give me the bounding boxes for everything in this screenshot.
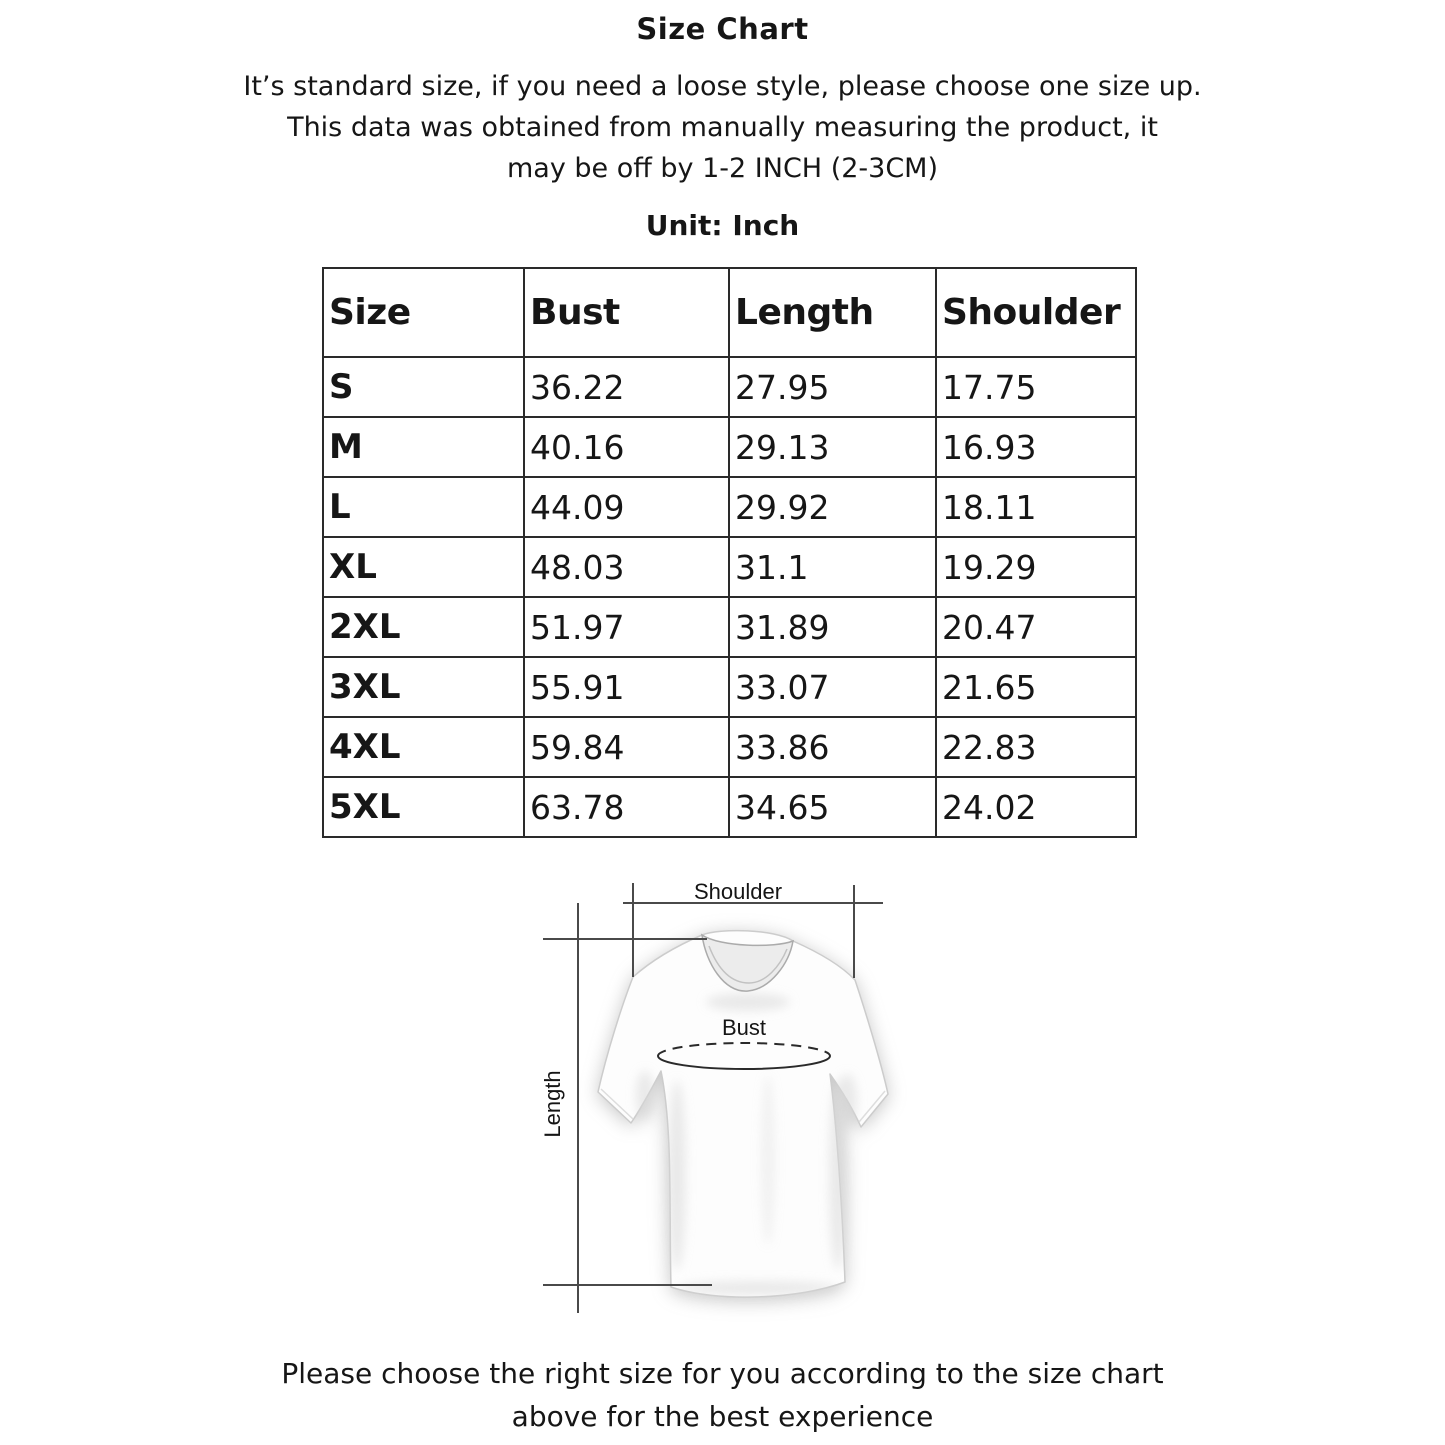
length-label: Length	[540, 1070, 565, 1138]
footer-line-1: Please choose the right size for you according to the size chart	[281, 1357, 1164, 1390]
bust-cell: 63.78	[524, 777, 729, 837]
length-cell: 34.65	[729, 777, 936, 837]
length-cell: 33.86	[729, 717, 936, 777]
length-cell: 33.07	[729, 657, 936, 717]
intro-line-3: may be off by 1-2 INCH (2-3CM)	[506, 153, 939, 184]
size-table	[322, 267, 1137, 838]
shoulder-label: Shoulder	[693, 879, 783, 904]
size-cell: L	[323, 477, 524, 537]
shoulder-cell: 24.02	[936, 777, 1136, 837]
size-cell: S	[323, 357, 524, 417]
size-cell: M	[323, 417, 524, 477]
size-cell: 4XL	[323, 717, 524, 777]
bust-cell: 44.09	[524, 477, 729, 537]
length-cell: 29.13	[729, 417, 936, 477]
size-cell: XL	[323, 537, 524, 597]
bust-cell: 40.16	[524, 417, 729, 477]
shoulder-cell: 22.83	[936, 717, 1136, 777]
table-row	[323, 777, 1136, 837]
shoulder-cell: 18.11	[936, 477, 1136, 537]
length-cell: 31.1	[729, 537, 936, 597]
tshirt-image	[598, 931, 888, 1297]
bust-cell: 36.22	[524, 357, 729, 417]
bust-cell: 48.03	[524, 537, 729, 597]
size-cell: 2XL	[323, 597, 524, 657]
shoulder-cell: 16.93	[936, 417, 1136, 477]
intro-line-2: This data was obtained from manually measuring the product, it	[287, 112, 1158, 143]
bust-cell: 51.97	[524, 597, 729, 657]
col-header-length: Length	[729, 268, 936, 357]
col-header-bust: Bust	[524, 268, 729, 357]
footer-line-2: above for the best experience	[511, 1400, 934, 1433]
shoulder-cell: 17.75	[936, 357, 1136, 417]
unit-label: Unit: Inch	[645, 209, 800, 242]
shoulder-cell: 21.65	[936, 657, 1136, 717]
table-header-row	[323, 268, 1136, 357]
size-cell: 5XL	[323, 777, 524, 837]
shoulder-cell: 20.47	[936, 597, 1136, 657]
table-row	[323, 657, 1136, 717]
length-cell: 31.89	[729, 597, 936, 657]
bust-cell: 59.84	[524, 717, 729, 777]
table-row	[323, 417, 1136, 477]
bust-cell: 55.91	[524, 657, 729, 717]
length-cell: 29.92	[729, 477, 936, 537]
size-cell: 3XL	[323, 657, 524, 717]
table-row	[323, 357, 1136, 417]
footer-note	[0, 1352, 1445, 1438]
col-header-size: Size	[323, 268, 524, 357]
page-title: Size Chart	[636, 12, 809, 46]
tshirt-measurement-diagram	[530, 868, 1030, 1333]
length-cell: 27.95	[729, 357, 936, 417]
table-row	[323, 537, 1136, 597]
shoulder-cell: 19.29	[936, 537, 1136, 597]
intro-line-1: It’s standard size, if you need a loose style, please choose one size up.	[243, 71, 1202, 102]
col-header-shoulder: Shoulder	[936, 268, 1136, 357]
table-row	[323, 477, 1136, 537]
bust-label: Bust	[721, 1015, 767, 1040]
table-row	[323, 597, 1136, 657]
table-row	[323, 717, 1136, 777]
intro-text	[0, 66, 1445, 189]
